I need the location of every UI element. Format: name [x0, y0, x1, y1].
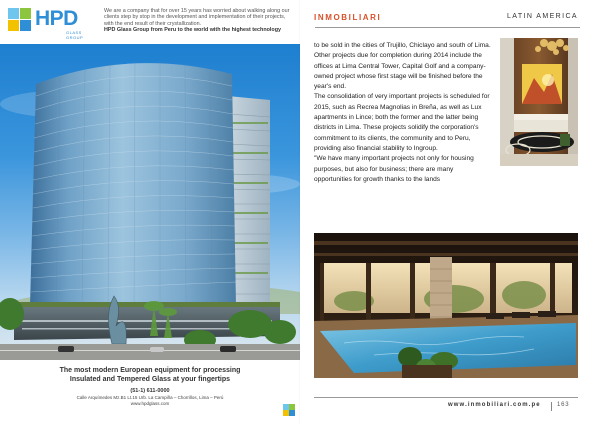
ad-phone: (51-1) 611-0000 [130, 388, 170, 394]
section-region: LATIN AMERICA [507, 13, 578, 20]
magazine-website-link[interactable]: www.inmobiliari.com.pe [448, 402, 541, 408]
magazine-brand: INMOBILIARI [314, 13, 382, 22]
ad-footer [0, 360, 300, 424]
ad-website-link[interactable]: www.hpdglass.com [130, 401, 170, 406]
tower-photo [0, 44, 300, 360]
logo-wordmark: HPD [35, 7, 78, 30]
article-paragraph-1: to be sold in the cities of Trujillo, Chiclayo and south of Lima. Other projects due for completion during 2014 include the offices at Lima Central Tower, Capital Golf and a company-owned project whose first stage will be finished before the year's end. [314, 42, 491, 91]
footer-logo-icon [283, 404, 295, 416]
ad-description [104, 8, 296, 34]
lobby-photo [500, 38, 578, 166]
ad-tagline: HPD Glass Group from Peru to the world with the highest technology [104, 27, 282, 34]
logo-subtitle: GLASS GROUP [66, 30, 84, 40]
article-page [300, 0, 600, 424]
article-body [314, 41, 491, 185]
page-number: 163 [557, 402, 570, 408]
ad-header [0, 0, 300, 44]
ad-intro-text: We are a company that for over 15 years has worried about walking along our clients step by stop in the development and implementation of their projects, with the end result of their crystallization. [104, 8, 290, 27]
ad-address: Calle Arquímedes Mz.B1 Lt.15 Urb. La Campiña – Chorrillos, Lima – Perú [76, 395, 224, 400]
article-paragraph-2: The consolidation of very important projects is scheduled for 2015, such as Recrea Magnolias in Breña, as well as Lux apartments in Lince; both the former and the latter being districts in Lima. These projects solidify the corporation's commitment to its clients, the community and to Peru, providing also financial stability to Ingroup. [314, 93, 490, 152]
ad-headline-line1: The most modern European equipment for processing [59, 367, 241, 374]
hpd-logo [8, 7, 98, 40]
header-divider [315, 27, 580, 28]
article-header [310, 10, 580, 28]
ad-headline [0, 367, 300, 384]
ad-headline-line2: Insulated and Tempered Glass at your fingertips [69, 375, 231, 383]
logo-squares-icon [8, 8, 32, 32]
footer-separator [551, 402, 552, 411]
pool-photo [314, 233, 578, 378]
article-paragraph-3: "We have many important projects not only for housing purposes, but also for business; there are many opportunities for growth thanks to the lands [314, 155, 474, 183]
footer-divider [314, 397, 578, 398]
